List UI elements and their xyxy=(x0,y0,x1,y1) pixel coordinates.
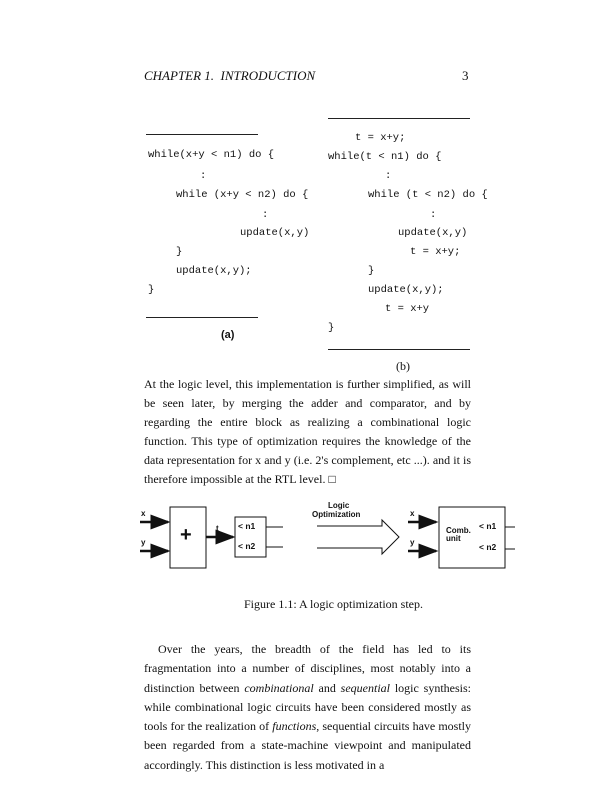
code-line: : xyxy=(262,209,269,221)
code-line: t = x+y; xyxy=(410,246,461,258)
code-line: t = x+y; xyxy=(355,132,406,144)
text: Over the years, the breadth of the field has led to its fragmentation into a number of disciplines, most notably into a distinction between xyxy=(144,642,471,695)
text: logic synthesis: while combinational logic circuits have been considered mostly as tools for the realization of xyxy=(144,680,471,734)
emphasis: sequential xyxy=(340,680,390,695)
code-line: update(x,y) xyxy=(398,227,468,239)
emphasis: functions xyxy=(272,719,317,734)
optimization-arrow xyxy=(317,520,399,554)
label-x-2: x xyxy=(410,509,415,518)
code-line: update(x,y); xyxy=(368,284,444,296)
figure-caption: Figure 1.1: A logic optimization step. xyxy=(244,597,423,611)
code-b-label: (b) xyxy=(396,359,410,373)
compare-n2: < n2 xyxy=(238,541,256,551)
comb-compare-n2: < n2 xyxy=(479,542,497,552)
comb-label: Comb. xyxy=(446,526,471,535)
unit-label: unit xyxy=(446,534,461,543)
label-x: x xyxy=(141,509,146,518)
label-y: y xyxy=(141,538,146,547)
text: and xyxy=(313,680,341,695)
paragraph: At the logic level, this implementation is further simplified, as will be seen later, by merging the adder and comparator, and by regarding the entire block as realizing a combinational logic function. This type of optimization requires the knowledge of the data representation for x and y (i.e. 2's complement, etc ...). and it is therefore impossible at the RTL level. □ xyxy=(144,377,471,486)
code-line: while(x+y < n1) do { xyxy=(148,149,275,161)
compare-n1: < n1 xyxy=(238,521,256,531)
code-line: while (t < n2) do { xyxy=(368,189,488,201)
code-line: } xyxy=(368,265,375,277)
label-y-2: y xyxy=(410,538,415,547)
arrow-label-optimization: Optimization xyxy=(312,510,361,519)
code-line: t = x+y xyxy=(385,303,430,315)
text: , sequential circuits have mostly been regarded from a state-machine viewpoint and manipulated accordingly. This distinction is less motivated in a xyxy=(144,719,472,772)
code-line: update(x,y); xyxy=(176,265,252,277)
code-line: : xyxy=(385,170,392,182)
adder-symbol: + xyxy=(180,524,192,546)
page-number: 3 xyxy=(462,68,469,83)
arrow-label-logic: Logic xyxy=(328,501,350,510)
chapter-header: CHAPTER 1. INTRODUCTION xyxy=(144,68,316,83)
code-line: } xyxy=(328,322,335,334)
code-line: : xyxy=(430,209,437,221)
code-line: : xyxy=(200,170,207,182)
code-line: while(t < n1) do { xyxy=(328,151,442,163)
code-line: } xyxy=(176,246,183,258)
comb-compare-n1: < n1 xyxy=(479,521,497,531)
code-line: while (x+y < n2) do { xyxy=(176,189,309,201)
code-line: } xyxy=(148,284,155,296)
code-line: update(x,y) xyxy=(240,227,310,239)
paragraph xyxy=(144,640,471,775)
emphasis: combinational xyxy=(244,680,314,695)
label-t: t xyxy=(216,524,219,533)
code-a-label: (a) xyxy=(221,329,235,341)
